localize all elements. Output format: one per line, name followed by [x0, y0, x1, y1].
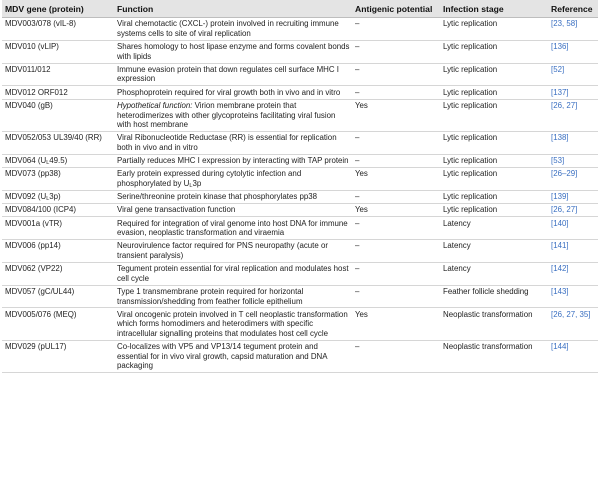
- function-text: Tegument protein essential for viral replication and modulates host cell cycle: [117, 264, 349, 283]
- gene-cell: [2, 308, 114, 340]
- table-row: [2, 308, 598, 340]
- gene-text: MDV062 (VP22): [5, 264, 63, 274]
- header-row: [2, 0, 598, 18]
- antigenic-text: –: [355, 156, 360, 166]
- stage-text: Lytic replication: [443, 64, 498, 74]
- reference-cell[interactable]: [548, 63, 598, 86]
- stage-text: Neoplastic transformation: [443, 309, 533, 319]
- gene-cell: [2, 99, 114, 131]
- gene-subscript: L: [46, 160, 50, 167]
- antigenic-text: –: [355, 42, 360, 52]
- gene-text: MDV084/100 (ICP4): [5, 205, 77, 215]
- antigenic-cell: [352, 190, 440, 203]
- antigenic-cell: [352, 99, 440, 131]
- reference-cell[interactable]: [548, 204, 598, 217]
- gene-text: MDV057 (gC/UL44): [5, 287, 75, 297]
- gene-cell: [2, 131, 114, 154]
- function-cell: [114, 262, 352, 285]
- function-cell: [114, 154, 352, 167]
- function-cell: [114, 167, 352, 190]
- reference-link: [141]: [551, 241, 569, 251]
- function-cell: [114, 204, 352, 217]
- function-text: Immune evasion protein that down regulates cell surface MHC I expression: [117, 64, 339, 84]
- reference-link: [26, 27, 35]: [551, 309, 591, 319]
- antigenic-text: –: [355, 87, 360, 97]
- function-subscript: L: [189, 182, 193, 189]
- gene-text: MDV001a (vTR): [5, 218, 62, 228]
- antigenic-cell: [352, 340, 440, 372]
- antigenic-text: –: [355, 64, 360, 74]
- antigenic-cell: [352, 18, 440, 41]
- reference-cell[interactable]: [548, 40, 598, 63]
- function-cell: [114, 190, 352, 203]
- antigenic-text: Yes: [355, 101, 368, 111]
- gene-cell: [2, 167, 114, 190]
- reference-link: [52]: [551, 64, 565, 74]
- function-text: Viral chemotactic (CXCL-) protein involved in recruiting immune systems cells to site of viral replication: [117, 19, 339, 38]
- reference-cell[interactable]: [548, 308, 598, 340]
- reference-link: [26, 27]: [551, 101, 578, 111]
- gene-text: MDV064 (U: [5, 156, 47, 166]
- table-row: [2, 340, 598, 372]
- function-cell: [114, 131, 352, 154]
- function-text: Shares homology to host lipase enzyme and forms covalent bonds with lipids: [117, 42, 350, 61]
- function-text: Serine/threonine protein kinase that phosphorylates pp38: [117, 192, 318, 202]
- antigenic-text: –: [355, 287, 360, 297]
- function-text: Virion membrane protein that heterodimerizes with other glycoproteins facilitating viral fusion with host membrane: [117, 101, 336, 130]
- antigenic-cell: [352, 240, 440, 263]
- function-cell: [114, 340, 352, 372]
- table-row: [2, 131, 598, 154]
- stage-text: Latency: [443, 241, 471, 251]
- header-infection-stage: Infection stage: [440, 0, 548, 18]
- stage-cell: [440, 240, 548, 263]
- table-row: [2, 99, 598, 131]
- gene-cell: [2, 154, 114, 167]
- antigenic-cell: [352, 262, 440, 285]
- reference-link: [139]: [551, 192, 569, 202]
- gene-text: MDV010 (vLIP): [5, 42, 59, 52]
- function-text: Neurovirulence factor required for PNS neuropathy (acute or transient paralysis): [117, 241, 328, 260]
- gene-text: MDV052/053 UL39/40 (RR): [5, 133, 102, 143]
- stage-cell: [440, 285, 548, 308]
- stage-text: Lytic replication: [443, 192, 498, 202]
- function-text: Early protein expressed during cytolytic infection and phosphorylated by U: [117, 169, 302, 188]
- stage-cell: [440, 63, 548, 86]
- stage-text: Lytic replication: [443, 156, 498, 166]
- gene-text: MDV003/078 (vIL-8): [5, 19, 77, 29]
- table-row: [2, 63, 598, 86]
- stage-text: Lytic replication: [443, 205, 498, 215]
- antigenic-text: –: [355, 264, 360, 274]
- function-cell: [114, 308, 352, 340]
- stage-text: Neoplastic transformation: [443, 342, 533, 352]
- table-row: [2, 86, 598, 99]
- antigenic-text: –: [355, 19, 360, 29]
- table-row: [2, 154, 598, 167]
- reference-cell[interactable]: [548, 285, 598, 308]
- reference-cell[interactable]: [548, 240, 598, 263]
- stage-cell: [440, 86, 548, 99]
- gene-cell: [2, 285, 114, 308]
- stage-text: Lytic replication: [443, 42, 498, 52]
- antigenic-cell: [352, 217, 440, 240]
- function-cell: [114, 86, 352, 99]
- table-row: [2, 18, 598, 41]
- table-row: [2, 167, 598, 190]
- stage-text: Lytic replication: [443, 133, 498, 143]
- stage-cell: [440, 154, 548, 167]
- reference-link: [136]: [551, 42, 569, 52]
- table-header: [2, 0, 598, 18]
- function-cell: [114, 240, 352, 263]
- gene-cell: [2, 18, 114, 41]
- header-antigenic-potential: Antigenic potential: [352, 0, 440, 18]
- reference-link: [138]: [551, 133, 569, 143]
- stage-text: Lytic replication: [443, 19, 498, 29]
- function-text-tail: 3p: [192, 178, 202, 188]
- gene-cell: [2, 340, 114, 372]
- stage-text: Lytic replication: [443, 101, 498, 111]
- stage-text: Lytic replication: [443, 87, 498, 97]
- antigenic-cell: [352, 167, 440, 190]
- stage-cell: [440, 99, 548, 131]
- gene-text-tail: 3p): [49, 192, 61, 202]
- reference-cell[interactable]: [548, 167, 598, 190]
- reference-link: [137]: [551, 87, 569, 97]
- function-cell: [114, 40, 352, 63]
- antigenic-text: –: [355, 241, 360, 251]
- stage-text: Latency: [443, 218, 471, 228]
- function-text: Partially reduces MHC I expression by interacting with TAP protein: [117, 156, 349, 166]
- antigenic-cell: [352, 154, 440, 167]
- reference-link: [142]: [551, 264, 569, 274]
- reference-cell[interactable]: [548, 262, 598, 285]
- reference-link: [23, 58]: [551, 19, 578, 29]
- table-row: [2, 40, 598, 63]
- gene-cell: [2, 63, 114, 86]
- gene-text: MDV040 (gB): [5, 101, 53, 111]
- reference-link: [26, 27]: [551, 205, 578, 215]
- stage-cell: [440, 190, 548, 203]
- gene-cell: [2, 204, 114, 217]
- reference-cell[interactable]: [548, 190, 598, 203]
- antigenic-cell: [352, 86, 440, 99]
- gene-text: MDV092 (U: [5, 192, 47, 202]
- antigenic-text: –: [355, 342, 360, 352]
- gene-text: MDV012 ORF012: [5, 87, 68, 97]
- gene-cell: [2, 217, 114, 240]
- stage-cell: [440, 18, 548, 41]
- stage-text: Lytic replication: [443, 169, 498, 179]
- gene-text: MDV006 (pp14): [5, 241, 61, 251]
- antigenic-text: –: [355, 192, 360, 202]
- reference-cell[interactable]: [548, 217, 598, 240]
- reference-link: [144]: [551, 342, 569, 352]
- header-gene: MDV gene (protein): [2, 0, 114, 18]
- header-reference: Reference: [548, 0, 598, 18]
- stage-cell: [440, 262, 548, 285]
- antigenic-text: Yes: [355, 169, 368, 179]
- antigenic-cell: [352, 40, 440, 63]
- reference-link: [140]: [551, 218, 569, 228]
- gene-cell: [2, 240, 114, 263]
- gene-text: MDV029 (pUL17): [5, 342, 67, 352]
- function-cell: [114, 285, 352, 308]
- table-row: [2, 217, 598, 240]
- reference-cell[interactable]: [548, 340, 598, 372]
- gene-cell: [2, 86, 114, 99]
- stage-cell: [440, 217, 548, 240]
- table-row: [2, 240, 598, 263]
- gene-text-tail: 49.5): [49, 156, 68, 166]
- function-text: Viral oncogenic protein involved in T cell neoplastic transformation which forms homodimers and heterodimers with specific intracellular signalling proteins that modulates host cell cycle: [117, 309, 348, 338]
- stage-cell: [440, 167, 548, 190]
- reference-cell[interactable]: [548, 86, 598, 99]
- function-cell: [114, 99, 352, 131]
- table-row: [2, 204, 598, 217]
- stage-cell: [440, 204, 548, 217]
- antigenic-text: Yes: [355, 205, 368, 215]
- antigenic-cell: [352, 131, 440, 154]
- reference-cell[interactable]: [548, 131, 598, 154]
- antigenic-text: –: [355, 218, 360, 228]
- function-text: Viral gene transactivation function: [117, 205, 236, 215]
- reference-link: [26–29]: [551, 169, 578, 179]
- reference-cell[interactable]: [548, 18, 598, 41]
- table-row: [2, 262, 598, 285]
- gene-text: MDV011/012: [5, 64, 51, 74]
- function-text: Co-localizes with VP5 and VP13/14 tegument protein and essential for in vivo viral growth, capsid maturation and DNA packaging: [117, 342, 328, 371]
- table-body: [2, 18, 598, 373]
- reference-link: [53]: [551, 156, 565, 166]
- gene-text: MDV005/076 (MEQ): [5, 309, 77, 319]
- table-row: [2, 190, 598, 203]
- function-prefix: Hypothetical function:: [117, 101, 193, 111]
- stage-cell: [440, 40, 548, 63]
- reference-cell[interactable]: [548, 154, 598, 167]
- stage-text: Feather follicle shedding: [443, 287, 529, 297]
- gene-cell: [2, 262, 114, 285]
- function-text: Phosphoprotein required for viral growth both in vivo and in vitro: [117, 87, 341, 97]
- gene-subscript: L: [46, 196, 50, 203]
- header-function: Function: [114, 0, 352, 18]
- stage-text: Latency: [443, 264, 471, 274]
- stage-cell: [440, 131, 548, 154]
- antigenic-cell: [352, 204, 440, 217]
- antigenic-cell: [352, 308, 440, 340]
- function-text: Viral Ribonucleotide Reductase (RR) is essential for replication both in vivo and in vitro: [117, 133, 337, 152]
- gene-cell: [2, 40, 114, 63]
- stage-cell: [440, 308, 548, 340]
- function-cell: [114, 63, 352, 86]
- mdv-gene-function-table: [2, 0, 598, 373]
- gene-text: MDV073 (pp38): [5, 169, 61, 179]
- antigenic-cell: [352, 285, 440, 308]
- function-cell: [114, 217, 352, 240]
- antigenic-text: –: [355, 133, 360, 143]
- stage-cell: [440, 340, 548, 372]
- gene-cell: [2, 190, 114, 203]
- reference-cell[interactable]: [548, 99, 598, 131]
- function-text: Required for integration of viral genome into host DNA for immune evasion, neoplastic transformation and viraemia: [117, 218, 348, 238]
- function-cell: [114, 18, 352, 41]
- function-text: Type 1 transmembrane protein required for horizontal transmission/shedding from feather follicle epithelium: [117, 287, 304, 306]
- reference-link: [143]: [551, 287, 569, 297]
- antigenic-text: Yes: [355, 309, 368, 319]
- table-row: [2, 285, 598, 308]
- antigenic-cell: [352, 63, 440, 86]
